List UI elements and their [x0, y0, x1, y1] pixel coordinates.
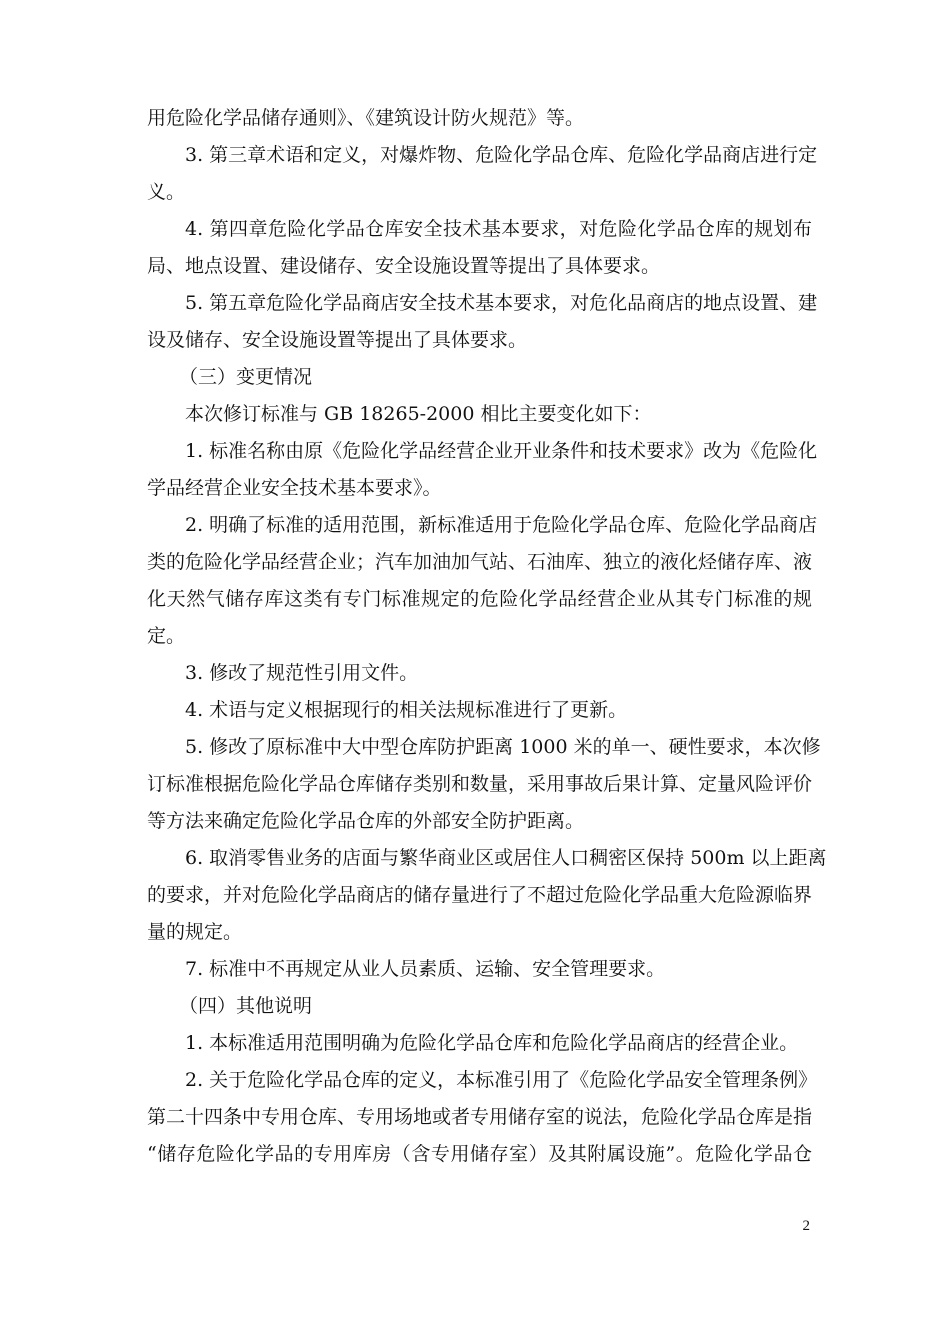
text-line: 2. 关于危险化学品仓库的定义，本标准引用了《危险化学品安全管理条例》 [185, 1069, 818, 1091]
text-line: 6. 取消零售业务的店面与繁华商业区或居住人口稠密区保持 500m 以上距离 [185, 847, 827, 869]
text-line: 类的危险化学品经营企业；汽车加油加气站、石油库、独立的液化烃储存库、液 [147, 551, 813, 573]
text-line: 局、地点设置、建设储存、安全设施设置等提出了具体要求。 [147, 255, 661, 277]
text-line: 5. 修改了原标准中大中型仓库防护距离 1000 米的单一、硬性要求，本次修 [185, 736, 821, 758]
text-line: 3. 修改了规范性引用文件。 [185, 662, 419, 684]
text-line: 的要求，并对危险化学品商店的储存量进行了不超过危险化学品重大危险源临界 [147, 884, 813, 906]
text-line: 设及储存、安全设施设置等提出了具体要求。 [147, 329, 528, 351]
text-line: 1. 本标准适用范围明确为危险化学品仓库和危险化学品商店的经营企业。 [185, 1032, 799, 1054]
text-line: 1. 标准名称由原《危险化学品经营企业开业条件和技术要求》改为《危险化 [185, 440, 818, 462]
section-heading: （四）其他说明 [179, 995, 313, 1017]
text-line: 4. 第四章危险化学品仓库安全技术基本要求，对危险化学品仓库的规划布 [185, 218, 812, 240]
text-line: 用危险化学品储存通则》、《建筑设计防火规范》等。 [147, 107, 585, 129]
text-line: 5. 第五章危险化学品商店安全技术基本要求，对危化品商店的地点设置、建 [185, 292, 818, 314]
text-line: 3. 第三章术语和定义，对爆炸物、危险化学品仓库、危险化学品商店进行定 [185, 144, 818, 166]
text-line: 定。 [147, 625, 186, 647]
text-line: 化天然气储存库这类有专门标准规定的危险化学品经营企业从其专门标准的规 [147, 588, 812, 610]
text-line: 等方法来确定危险化学品仓库的外部安全防护距离。 [147, 810, 585, 832]
text-line: 量的规定。 [147, 921, 243, 943]
text-line: 7. 标准中不再规定从业人员素质、运输、安全管理要求。 [185, 958, 666, 980]
text-line: 4. 术语与定义根据现行的相关法规标准进行了更新。 [185, 699, 628, 721]
text-line: 订标准根据危险化学品仓库储存类别和数量，采用事故后果计算、定量风险评价 [147, 773, 813, 795]
text-line: 2. 明确了标准的适用范围，新标准适用于危险化学品仓库、危险化学品商店 [185, 514, 818, 536]
page-number: 2 [802, 1218, 810, 1234]
text-line: “储存危险化学品的专用库房（含专用储存室）及其附属设施”。危险化学品仓 [147, 1143, 812, 1165]
document-body [147, 100, 827, 1173]
text-line: 义。 [147, 181, 186, 203]
text-line: 学品经营企业安全技术基本要求》。 [147, 477, 442, 499]
text-line: 本次修订标准与 GB 18265-2000 相比主要变化如下： [185, 403, 652, 425]
section-heading: （三）变更情况 [179, 366, 313, 388]
text-line: 第二十四条中专用仓库、专用场地或者专用储存室的说法，危险化学品仓库是指 [147, 1106, 813, 1128]
